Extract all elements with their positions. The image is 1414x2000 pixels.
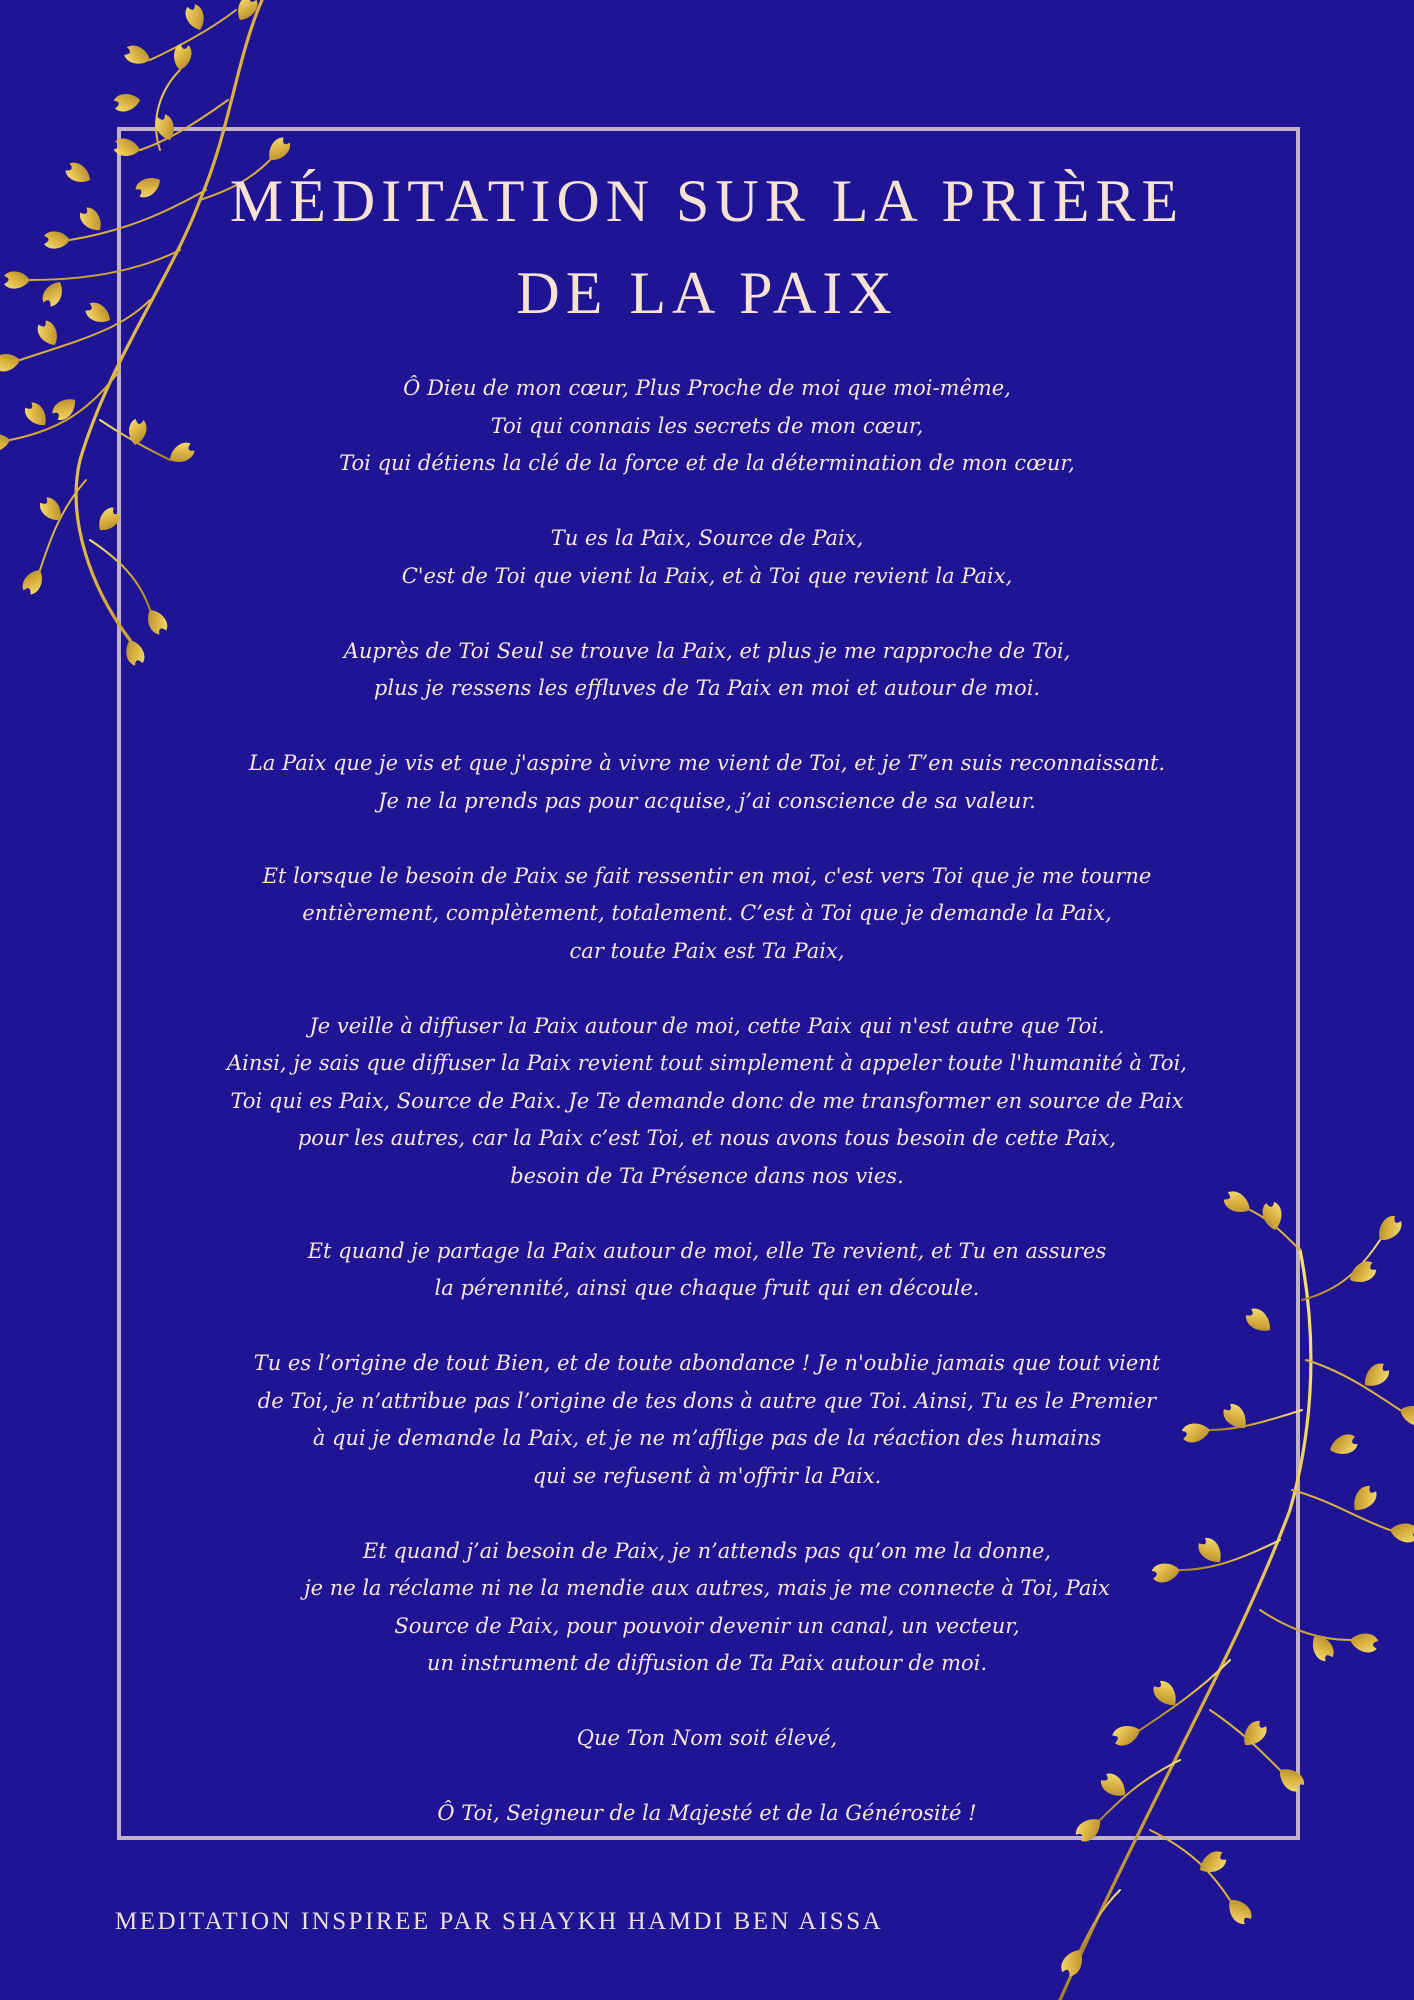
stanza xyxy=(135,1233,1279,1308)
poem-line: Et quand je partage la Paix autour de moi, elle Te revient, et Tu en assures xyxy=(307,1238,1107,1263)
poem-line: qui se refusent à m'offrir la Paix. xyxy=(532,1463,882,1488)
stanza xyxy=(135,858,1279,971)
poem-line: un instrument de diffusion de Ta Paix autour de moi. xyxy=(426,1651,988,1675)
title-line-2: DE LA PAIX xyxy=(516,260,898,326)
poem-line: je ne la réclame ni ne la mendie aux autres, mais je me connecte à Toi, Paix xyxy=(304,1576,1110,1600)
stanza xyxy=(135,370,1279,483)
stanza xyxy=(135,1533,1279,1683)
poem-line: à qui je demande la Paix, et je ne m’afflige pas de la réaction des humains xyxy=(312,1426,1102,1450)
stanza xyxy=(135,1008,1279,1196)
poem-line: Auprès de Toi Seul se trouve la Paix, et plus je me rapproche de Toi, xyxy=(343,638,1071,663)
poem-line: pour les autres, car la Paix c’est Toi, et nous avons tous besoin de cette Paix, xyxy=(297,1126,1117,1150)
poem-line: Ô Toi, Seigneur de la Majesté et de la Générosité ! xyxy=(437,1801,977,1825)
poem-line: La Paix que je vis et que j'aspire à vivre me vient de Toi, et je T’en suis reconnaissant. xyxy=(248,751,1166,775)
poem-line: de Toi, je n’attribue pas l’origine de tes dons à autre que Toi. Ainsi, Tu es le Premier xyxy=(257,1388,1157,1413)
poem-line: Ainsi, je sais que diffuser la Paix revient tout simplement à appeler toute l'humanité à Toi, xyxy=(227,1051,1187,1075)
poem-line: Et quand j’ai besoin de Paix, je n’attends pas qu’on me la donne, xyxy=(362,1538,1052,1563)
poem-line: Toi qui es Paix, Source de Paix. Je Te demande donc de me transformer en source de Paix xyxy=(230,1088,1184,1113)
stanza xyxy=(135,1345,1279,1495)
poem-line: entièrement, complètement, totalement. C’est à Toi que je demande la Paix, xyxy=(302,901,1112,925)
poem-line: plus je ressens les effluves de Ta Paix en moi et autour de moi. xyxy=(373,676,1041,700)
poem-line: Source de Paix, pour pouvoir devenir un canal, un vecteur, xyxy=(394,1613,1020,1638)
poem-line: Toi qui détiens la clé de la force et de la détermination de mon cœur, xyxy=(339,451,1075,475)
stanza xyxy=(135,520,1279,595)
poem-line: Je ne la prends pas pour acquise, j’ai conscience de sa valeur. xyxy=(378,788,1036,813)
poem-line: Que Ton Nom soit élevé, xyxy=(576,1726,838,1750)
stanza xyxy=(135,1720,1279,1758)
stanza xyxy=(135,745,1279,820)
poem-line: Toi qui connais les secrets de mon cœur, xyxy=(490,413,924,438)
poem-line: Tu es l’origine de tout Bien, et de toute abondance ! Je n'oublie jamais que tout vient xyxy=(253,1351,1161,1375)
poem-line: la pérennité, ainsi que chaque fruit qui en découle. xyxy=(434,1276,980,1300)
title-line-1: MÉDITATION SUR LA PRIÈRE xyxy=(229,168,1185,234)
poem-line: Et lorsque le besoin de Paix se fait ressentir en moi, c'est vers Toi que je me tourne xyxy=(262,863,1152,888)
poem-line: Ô Dieu de mon cœur, Plus Proche de moi que moi-même, xyxy=(403,376,1011,400)
poem-line: C'est de Toi que vient la Paix, et à Toi que revient la Paix, xyxy=(401,563,1013,588)
stanza xyxy=(135,633,1279,708)
poem-line: Tu es la Paix, Source de Paix, xyxy=(550,526,864,550)
poem-line: Je veille à diffuser la Paix autour de moi, cette Paix qui n'est autre que Toi. xyxy=(309,1013,1105,1038)
prayer-text xyxy=(135,370,1279,1870)
footer-credit: MEDITATION INSPIREE PAR SHAYKH HAMDI BEN AISSA xyxy=(115,1908,884,1935)
poem-line: besoin de Ta Présence dans nos vies. xyxy=(510,1163,904,1188)
page-title xyxy=(0,155,1414,339)
poem-line: car toute Paix est Ta Paix, xyxy=(569,938,845,963)
stanza xyxy=(135,1795,1279,1833)
